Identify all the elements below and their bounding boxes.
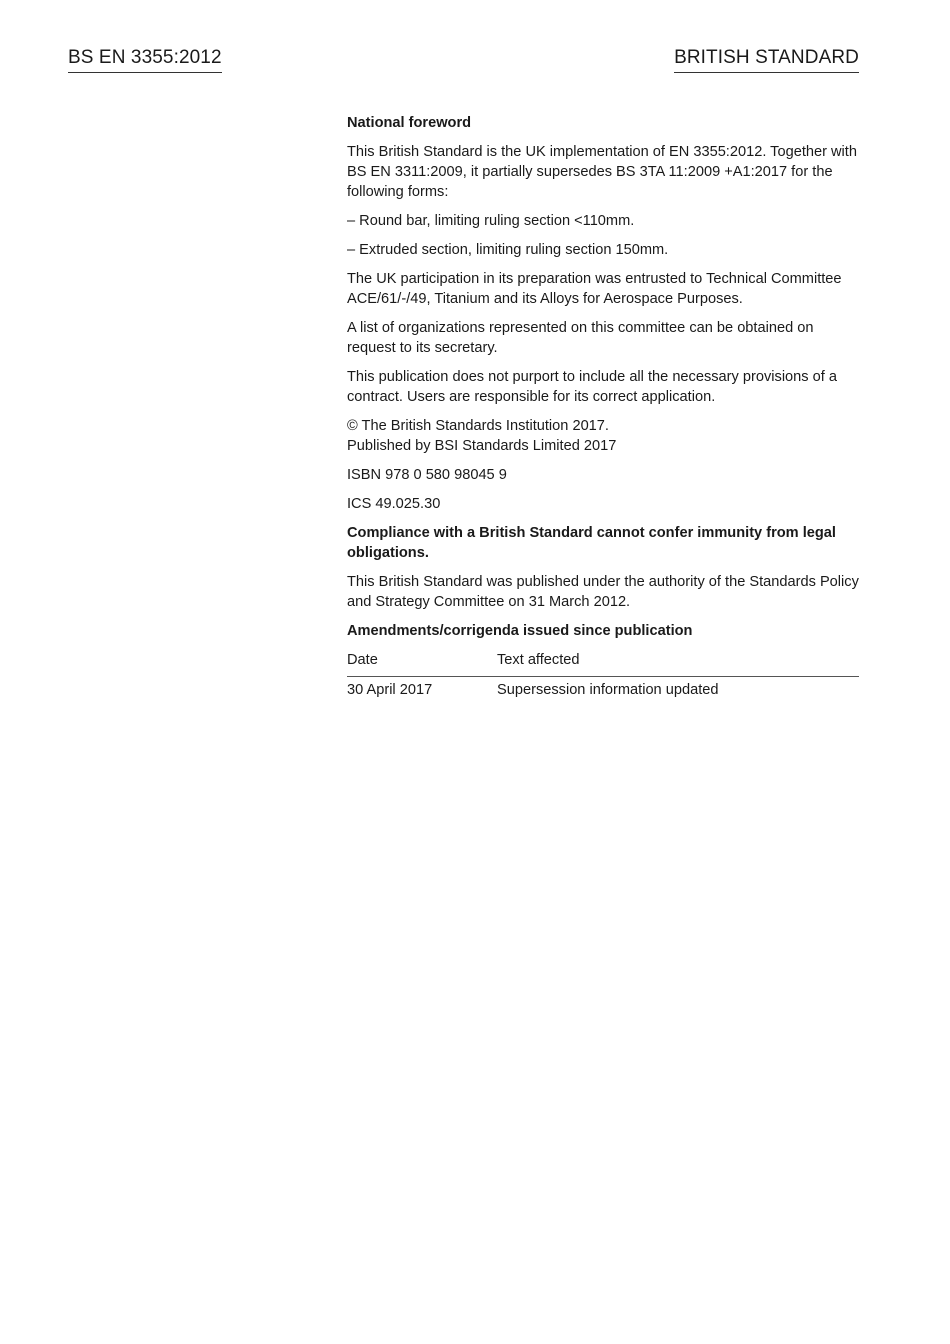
form-item: – Round bar, limiting ruling section <110mm.: [347, 213, 635, 229]
foreword-title: National foreword: [347, 115, 472, 131]
table-row: [347, 677, 859, 701]
authority-text: This British Standard was published under the authority of the Standards Policy and Strategy Committee on 31 March 2012.: [347, 574, 859, 610]
publisher-line: Published by BSI Standards Limited 2017: [347, 438, 617, 454]
compliance-statement: Compliance with a British Standard cannot confer immunity from legal obligations.: [347, 525, 836, 561]
table-header-row: [347, 650, 859, 677]
amendment-date: 30 April 2017: [347, 682, 433, 698]
national-foreword: [347, 113, 862, 700]
foreword-intro: This British Standard is the UK implementation of EN 3355:2012. Together with BS EN 3311:2009, it partially supersedes BS 3TA 11:2009 +A1:2017 for the following forms:: [347, 144, 857, 200]
copyright-line: © The British Standards Institution 2017.: [347, 418, 609, 434]
column-header-text: Text affected: [497, 650, 859, 677]
form-item: – Extruded section, limiting ruling section 150mm.: [347, 242, 669, 258]
column-header-date: Date: [347, 650, 497, 677]
provisions-text: This publication does not purport to include all the necessary provisions of a contract. Users are responsible for its correct application.: [347, 369, 837, 405]
participation-text: The UK participation in its preparation was entrusted to Technical Committee ACE/61/-/49, Titanium and its Alloys for Aerospace Purposes.: [347, 271, 842, 307]
copyright-block: [347, 416, 862, 456]
amendment-text: Supersession information updated: [497, 682, 719, 698]
ics: ICS 49.025.30: [347, 496, 441, 512]
isbn: ISBN 978 0 580 98045 9: [347, 467, 507, 483]
amendments-table: [347, 650, 859, 700]
committee-list-text: A list of organizations represented on this committee can be obtained on request to its secretary.: [347, 320, 814, 356]
document-number: BS EN 3355:2012: [68, 46, 222, 73]
amendments-title: Amendments/corrigenda issued since publication: [347, 623, 693, 639]
document-type: BRITISH STANDARD: [674, 46, 859, 73]
